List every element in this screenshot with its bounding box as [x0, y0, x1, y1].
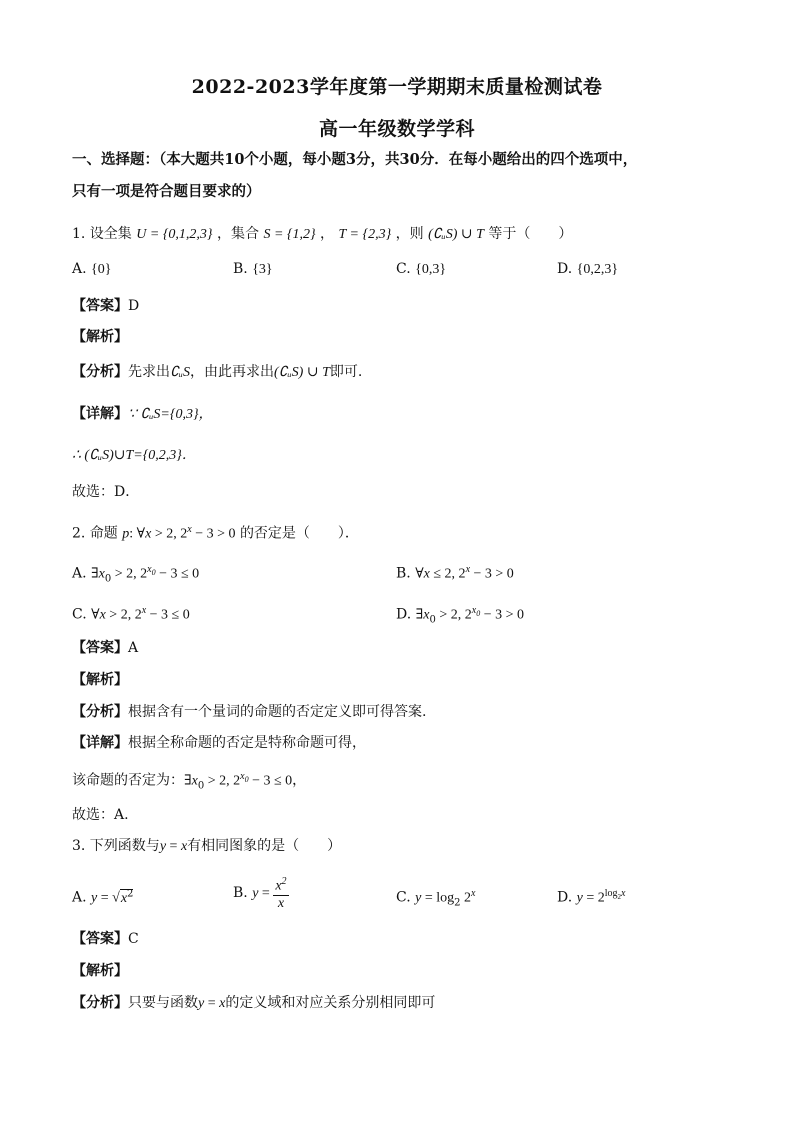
q2-guxuan: 故选：A. [72, 807, 129, 823]
q3-option-d: D. $y = 2^{log_2x}$ [557, 888, 626, 906]
q1-option-b-label: B. [233, 261, 248, 277]
q1-answer-value: D [128, 298, 140, 314]
q2-prefix: 2. 命题 [72, 525, 118, 542]
q2-negation-suffix: ， [292, 772, 307, 789]
q1-option-d-value: {0,2,3} [576, 262, 619, 277]
page-title: 2022-2023学年度第一学期期末质量检测试卷 [191, 76, 603, 98]
section-heading-line2: 只有一项是符合题目要求的） [72, 183, 261, 200]
q1-fenxi-tag: 【分析】 [72, 364, 128, 380]
q1-answer [72, 296, 139, 316]
q2-xiangjie-tag: 【详解】 [72, 735, 128, 751]
q3-fenxi-tag: 【分析】 [72, 995, 128, 1011]
section-heading-line1: 一、选择题：（本大题共10个小题，每小题3分，共30分．在每小题给出的四个选项中， [72, 151, 638, 168]
q1-fenxi-d: (∁ᵤS) ∪ T [274, 365, 330, 380]
q3-option-b: B. y = $\frac{x^2}{x}$ [233, 876, 287, 911]
q3-option-a-label: A. [72, 889, 87, 906]
q3-fenxi-b: 的定义域和对应关系分别相同即可 [225, 995, 436, 1011]
q2-negation-prefix: 该命题的否定为： [72, 772, 184, 789]
q1-mid2: ，则 [395, 226, 424, 242]
q1-option-d [557, 259, 618, 280]
q3-option-a: A. $y = √x^2$ [72, 888, 134, 906]
q2-option-a: A. $\exists x_0 > 2$, $2^{x_0} - 3 \le 0$ [72, 564, 200, 585]
q2-option-c: C. ∀x > 2, $2^x - 3 \le 0$ [72, 605, 190, 623]
q2-mid: 的否定是（ ）． [239, 525, 359, 542]
q1-mid1: ，集合 [216, 226, 259, 242]
q1-option-b-value: {3} [252, 262, 273, 277]
q1-xiangjie-tag: 【详解】 [72, 406, 128, 422]
q1-set-t: T = {2,3} [338, 227, 392, 242]
q1-fenxi-e: 即可. [329, 364, 363, 380]
q3-option-c-label: C. [396, 889, 411, 906]
q1-option-c-value: {0,3} [415, 262, 447, 277]
q2-jiexi: 【解析】 [72, 672, 128, 688]
q1-xiangjie-1: ∵ ∁ᵤS={0,3}， [128, 407, 213, 422]
q1-xiangjie-2-text: ∴ (∁ᵤS)∪T={0,2,3}． [72, 448, 196, 463]
q3-answer [72, 929, 139, 949]
q2-proposition: p [122, 526, 130, 542]
q2-option-d-label: D. [396, 606, 412, 623]
q3-prefix: 3. 下列函数与 [72, 838, 160, 854]
q3-suffix: 有相同图象的是（ ） [187, 838, 342, 854]
q1-stem [72, 224, 572, 245]
q1-prefix: 1. 设全集 [72, 226, 132, 242]
q3-answer-tag: 【答案】 [72, 931, 128, 947]
q1-fenxi-b: ∁ᵤS [170, 365, 191, 380]
q1-option-a-value: {0} [91, 262, 112, 277]
q1-xiangjie [72, 404, 213, 425]
q2-fenxi-tag: 【分析】 [72, 704, 128, 720]
q1-option-a [72, 259, 111, 280]
q2-option-a-label: A. [72, 565, 87, 582]
q1-fenxi-a: 先求出 [128, 364, 170, 380]
q1-option-c [396, 259, 446, 280]
q1-guxuan: 故选：D． [72, 484, 140, 500]
q2-answer-tag: 【答案】 [72, 640, 128, 656]
q2-fenxi [72, 702, 426, 722]
q1-fenxi-c: ，由此再求出 [190, 364, 275, 380]
q1-option-b [233, 259, 273, 280]
q1-suffix: 等于（ ） [488, 226, 573, 242]
q2-fenxi-text: 根据含有一个量词的命题的否定定义即可得答案. [128, 704, 427, 720]
q1-set-s: S = {1,2} [263, 227, 316, 242]
q3-stem: 3. 下列函数与y = x有相同图象的是（ ） [72, 838, 342, 854]
q1-option-a-label: A. [72, 261, 87, 277]
q2-answer-value: A [128, 640, 139, 656]
q2-option-d: D. $\exists x_0 > 2$, $2^{x_0} - 3 > 0$ [396, 605, 524, 626]
q3-option-b-label: B. [233, 884, 248, 901]
q3-fenxi-a: 只要与函数 [128, 995, 198, 1011]
q1-fenxi [72, 362, 362, 383]
q3-answer-value: C [128, 931, 139, 947]
q2-option-b-label: B. [396, 565, 411, 582]
q1-jiexi: 【解析】 [72, 329, 128, 345]
q2-negation: 该命题的否定为：$\exists x_0 > 2$, $2^{x_0} - 3 \le 0$， [72, 771, 307, 792]
q1-comma: ， [320, 226, 335, 242]
q3-fenxi: 【分析】只要与函数y = x的定义域和对应关系分别相同即可 [72, 995, 436, 1011]
q2-stem: 2. 命题 p: ∀x > 2, $2^x - 3 > 0$ 的否定是（ ）． [72, 524, 359, 542]
q1-option-d-label: D. [557, 261, 573, 277]
q3-option-c: C. $y = \log_2 2^x$ [396, 888, 476, 909]
page-subtitle: 高一年级数学学科 [318, 118, 475, 140]
q1-expr: (∁ᵤS) ∪ T [428, 227, 484, 242]
q2-option-b: B. ∀x ≤ 2, $2^x - 3 > 0$ [396, 564, 514, 582]
q3-option-d-label: D. [557, 889, 573, 906]
q2-xiangjie [72, 733, 366, 753]
q2-answer [72, 638, 138, 658]
q1-answer-tag: 【答案】 [72, 298, 128, 314]
q3-jiexi: 【解析】 [72, 963, 128, 979]
q2-xiangjie-text: 根据全称命题的否定是特称命题可得， [128, 735, 366, 751]
q1-xiangjie-2 [72, 445, 196, 466]
q1-option-c-label: C. [396, 261, 411, 277]
q2-option-c-label: C. [72, 606, 87, 623]
q1-set-u: U = {0,1,2,3} [136, 227, 213, 242]
